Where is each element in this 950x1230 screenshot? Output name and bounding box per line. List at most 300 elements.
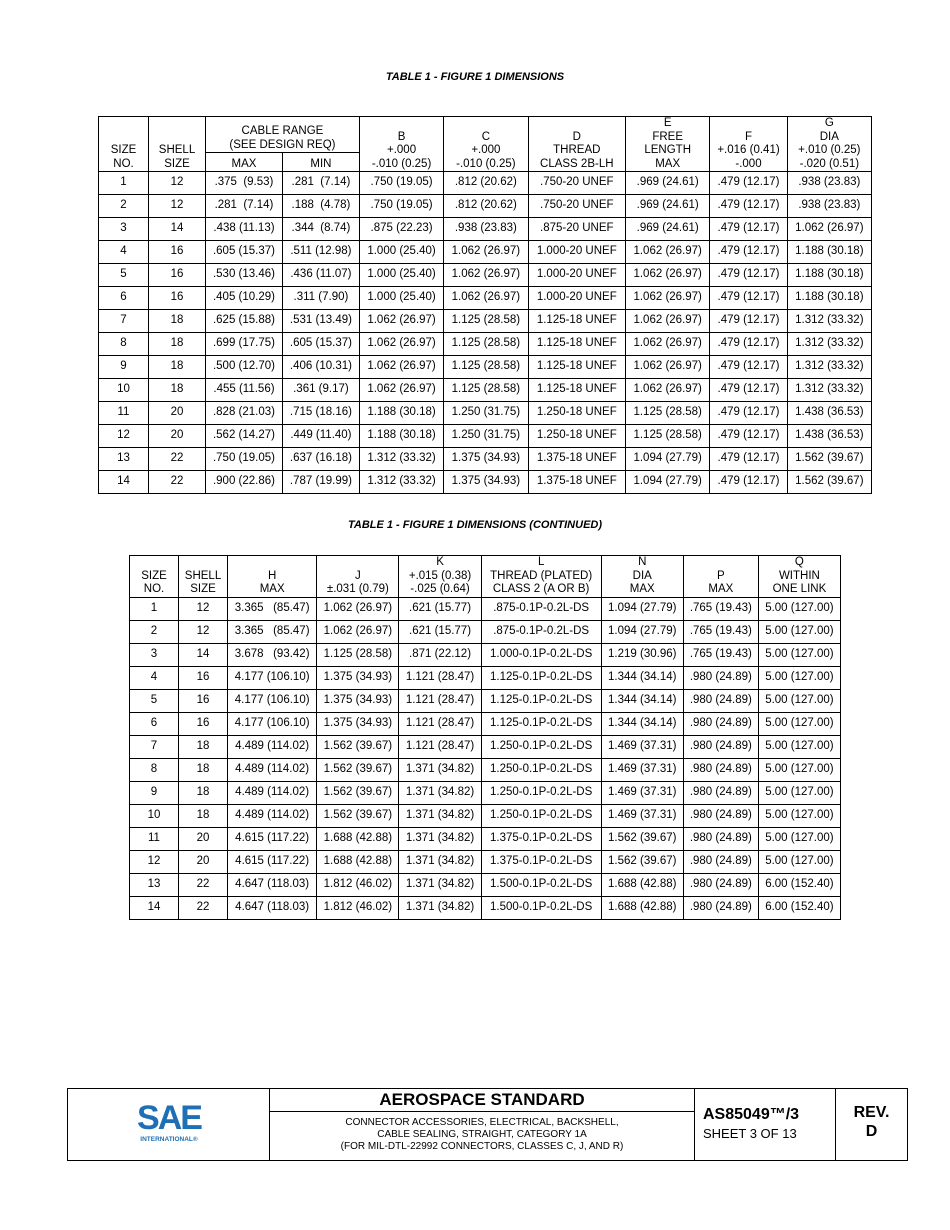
svg-text:SAE: SAE [137, 1099, 201, 1137]
table-cell: .479 (12.17) [710, 425, 787, 448]
table-cell: .479 (12.17) [710, 402, 787, 425]
table-cell: 3.678 (93.42) [228, 643, 317, 666]
table-cell: 5.00 (127.00) [758, 758, 840, 781]
table-cell: 5.00 (127.00) [758, 827, 840, 850]
table-cell: .479 (12.17) [710, 333, 787, 356]
table-cell: .871 (22.12) [399, 643, 481, 666]
table-cell: 1.688 (42.88) [317, 850, 399, 873]
table-cell: .479 (12.17) [710, 218, 787, 241]
table-cell: 5.00 (127.00) [758, 620, 840, 643]
table-cell: .455 (11.56) [206, 379, 283, 402]
table-cell: 20 [179, 827, 228, 850]
table-row [130, 689, 841, 712]
table-cell: .980 (24.89) [683, 781, 758, 804]
table-cell: .436 (11.07) [282, 264, 359, 287]
table-cell: 22 [149, 448, 206, 471]
table-cell: 1.562 (39.67) [601, 827, 683, 850]
table-cell: .281 (7.14) [282, 172, 359, 195]
table-cell: .479 (12.17) [710, 172, 787, 195]
col-size-no: SIZE NO. [99, 117, 149, 172]
table-cell: 8 [99, 333, 149, 356]
col-h: H MAX [228, 556, 317, 598]
table-cell: 1.469 (37.31) [601, 758, 683, 781]
table-cell: .531 (13.49) [282, 310, 359, 333]
table-cell: .621 (15.77) [399, 597, 481, 620]
table-cell: .605 (15.37) [206, 241, 283, 264]
table-cell: 5.00 (127.00) [758, 735, 840, 758]
col-b: B +.000 -.010 (0.25) [359, 117, 443, 172]
table-row [130, 735, 841, 758]
table-cell: 1.688 (42.88) [601, 896, 683, 919]
table-cell: .900 (22.86) [206, 471, 283, 494]
table-cell: 18 [179, 804, 228, 827]
table-cell: 5.00 (127.00) [758, 643, 840, 666]
table-cell: 1.562 (39.67) [787, 448, 871, 471]
table-row [99, 448, 872, 471]
table-cell: .605 (15.37) [282, 333, 359, 356]
sae-logo-icon [136, 1099, 202, 1145]
table-cell: 8 [130, 758, 179, 781]
table-cell: 5 [130, 689, 179, 712]
table-cell: .562 (14.27) [206, 425, 283, 448]
sheet-number: SHEET 3 OF 13 [703, 1126, 797, 1141]
table-cell: 1.094 (27.79) [626, 448, 710, 471]
table-cell: 1.562 (39.67) [317, 758, 399, 781]
table-cell: 1.125 (28.58) [444, 333, 528, 356]
table-cell: 1.125 (28.58) [444, 356, 528, 379]
table-row [130, 758, 841, 781]
table-cell: 1.125-18 UNEF [528, 356, 626, 379]
table-row [99, 333, 872, 356]
table-cell: 1.344 (34.14) [601, 689, 683, 712]
table-cell: 1.438 (36.53) [787, 402, 871, 425]
col-e: E FREE LENGTH MAX [626, 117, 710, 172]
dimensions-table-continued [129, 555, 841, 920]
table-cell: 1.250 (31.75) [444, 425, 528, 448]
table-cell: .980 (24.89) [683, 896, 758, 919]
table-cell: 1.438 (36.53) [787, 425, 871, 448]
table-cell: 1.250-0.1P-0.2L-DS [481, 804, 601, 827]
table-cell: .969 (24.61) [626, 172, 710, 195]
table-cell: 5.00 (127.00) [758, 850, 840, 873]
table-row [130, 781, 841, 804]
table-cell: 5.00 (127.00) [758, 712, 840, 735]
table-cell: 5.00 (127.00) [758, 597, 840, 620]
table-cell: 16 [179, 666, 228, 689]
table-cell: 1.094 (27.79) [601, 620, 683, 643]
table-cell: 5.00 (127.00) [758, 689, 840, 712]
table-cell: 6.00 (152.40) [758, 873, 840, 896]
table-cell: 1.125-18 UNEF [528, 333, 626, 356]
table-cell: 1.121 (28.47) [399, 712, 481, 735]
table-cell: 1.000-20 UNEF [528, 264, 626, 287]
table-cell: .938 (23.83) [787, 172, 871, 195]
table-cell: 1.062 (26.97) [359, 356, 443, 379]
table-cell: 4.177 (106.10) [228, 712, 317, 735]
standard-title: AEROSPACE STANDARD [270, 1089, 694, 1112]
table-row [130, 712, 841, 735]
table-cell: 16 [149, 241, 206, 264]
table-cell: .479 (12.17) [710, 379, 787, 402]
table-cell: .980 (24.89) [683, 758, 758, 781]
table-row [130, 873, 841, 896]
table-cell: 20 [149, 425, 206, 448]
col-size-no: SIZE NO. [130, 556, 179, 598]
table-row [130, 827, 841, 850]
table-cell: .980 (24.89) [683, 712, 758, 735]
table-cell: 1.312 (33.32) [787, 310, 871, 333]
table-cell: .980 (24.89) [683, 873, 758, 896]
table-cell: .980 (24.89) [683, 689, 758, 712]
table-cell: .980 (24.89) [683, 804, 758, 827]
table-cell: 1.250-18 UNEF [528, 402, 626, 425]
table-cell: .828 (21.03) [206, 402, 283, 425]
svg-text:INTERNATIONAL®: INTERNATIONAL® [140, 1136, 198, 1143]
table-cell: 12 [149, 172, 206, 195]
table-cell: .938 (23.83) [444, 218, 528, 241]
table-cell: 12 [130, 850, 179, 873]
table-cell: 1.500-0.1P-0.2L-DS [481, 873, 601, 896]
table-row [99, 218, 872, 241]
table-cell: .875-20 UNEF [528, 218, 626, 241]
table-cell: 1.371 (34.82) [399, 873, 481, 896]
table-row [99, 379, 872, 402]
table-cell: 11 [99, 402, 149, 425]
revision-block [836, 1089, 907, 1160]
table2-title: TABLE 1 - FIGURE 1 DIMENSIONS (CONTINUED) [347, 519, 603, 531]
table-cell: .699 (17.75) [206, 333, 283, 356]
table-row [99, 356, 872, 379]
table-cell: .361 (9.17) [282, 379, 359, 402]
table-cell: 1.375 (34.93) [444, 448, 528, 471]
table-cell: 1.312 (33.32) [787, 356, 871, 379]
table-cell: 6 [130, 712, 179, 735]
table-cell: .875 (22.23) [359, 218, 443, 241]
table-cell: 1.344 (34.14) [601, 712, 683, 735]
col-shell-size: SHELL SIZE [179, 556, 228, 598]
table-cell: 1.000-20 UNEF [528, 241, 626, 264]
table-cell: 12 [99, 425, 149, 448]
table-cell: .375 (9.53) [206, 172, 283, 195]
table-cell: 4.489 (114.02) [228, 804, 317, 827]
table-cell: 1.062 (26.97) [317, 620, 399, 643]
table-cell: 1.062 (26.97) [626, 333, 710, 356]
table-cell: 5.00 (127.00) [758, 781, 840, 804]
table-cell: 14 [149, 218, 206, 241]
table-cell: .625 (15.88) [206, 310, 283, 333]
table-cell: 10 [99, 379, 149, 402]
table-cell: 1.469 (37.31) [601, 735, 683, 758]
table-cell: 18 [179, 781, 228, 804]
table-row [130, 804, 841, 827]
table-cell: 4 [99, 241, 149, 264]
table-cell: 1.562 (39.67) [317, 781, 399, 804]
table-cell: 1.062 (26.97) [359, 333, 443, 356]
table-cell: 1.062 (26.97) [626, 310, 710, 333]
table-cell: 1.188 (30.18) [359, 402, 443, 425]
col-q: Q WITHIN ONE LINK [758, 556, 840, 598]
table-cell: .479 (12.17) [710, 287, 787, 310]
title-block [67, 1088, 908, 1161]
table-cell: 2 [99, 195, 149, 218]
table-cell: 1.312 (33.32) [359, 471, 443, 494]
table-cell: 1.250-0.1P-0.2L-DS [481, 758, 601, 781]
table-cell: 1.125-18 UNEF [528, 310, 626, 333]
table-cell: 4.615 (117.22) [228, 850, 317, 873]
table-cell: .530 (13.46) [206, 264, 283, 287]
table-cell: 3.365 (85.47) [228, 597, 317, 620]
table-cell: 1.125 (28.58) [444, 310, 528, 333]
table-cell: 1.062 (26.97) [626, 379, 710, 402]
table-cell: .875-0.1P-0.2L-DS [481, 620, 601, 643]
table-cell: .188 (4.78) [282, 195, 359, 218]
table-cell: 13 [99, 448, 149, 471]
dimensions-table [98, 116, 872, 494]
col-n: N DIA MAX [601, 556, 683, 598]
table-cell: .765 (19.43) [683, 620, 758, 643]
table-cell: 3.365 (85.47) [228, 620, 317, 643]
table-cell: 7 [99, 310, 149, 333]
table-cell: 4 [130, 666, 179, 689]
document-number-block [695, 1089, 836, 1160]
table-cell: 5.00 (127.00) [758, 804, 840, 827]
table-cell: 1.125 (28.58) [444, 379, 528, 402]
table-cell: .875-0.1P-0.2L-DS [481, 597, 601, 620]
table-cell: .980 (24.89) [683, 850, 758, 873]
table-cell: 1.094 (27.79) [601, 597, 683, 620]
table-cell: 1.371 (34.82) [399, 804, 481, 827]
table-cell: 4.647 (118.03) [228, 896, 317, 919]
table-cell: .449 (11.40) [282, 425, 359, 448]
table-cell: 5.00 (127.00) [758, 666, 840, 689]
table-cell: 1.500-0.1P-0.2L-DS [481, 896, 601, 919]
table-row [99, 425, 872, 448]
col-g: G DIA +.010 (0.25) -.020 (0.51) [787, 117, 871, 172]
table-cell: 20 [149, 402, 206, 425]
table-cell: 1.375-0.1P-0.2L-DS [481, 850, 601, 873]
table-cell: .311 (7.90) [282, 287, 359, 310]
table-cell: 3 [99, 218, 149, 241]
table-cell: 1.375 (34.93) [317, 712, 399, 735]
table-cell: .812 (20.62) [444, 172, 528, 195]
table-cell: 1.121 (28.47) [399, 735, 481, 758]
table-cell: .969 (24.61) [626, 195, 710, 218]
table-cell: .980 (24.89) [683, 735, 758, 758]
table-cell: 10 [130, 804, 179, 827]
table-cell: 1.000-20 UNEF [528, 287, 626, 310]
table-row [130, 666, 841, 689]
table-cell: .344 (8.74) [282, 218, 359, 241]
table-cell: .511 (12.98) [282, 241, 359, 264]
table-cell: .438 (11.13) [206, 218, 283, 241]
table-cell: 1.562 (39.67) [601, 850, 683, 873]
table-cell: 1.375 (34.93) [444, 471, 528, 494]
table-cell: 4.489 (114.02) [228, 781, 317, 804]
table-cell: .980 (24.89) [683, 827, 758, 850]
table-row [99, 471, 872, 494]
table-row [130, 597, 841, 620]
table-cell: .750-20 UNEF [528, 195, 626, 218]
table-cell: .621 (15.77) [399, 620, 481, 643]
table-cell: .715 (18.16) [282, 402, 359, 425]
col-j: J ±.031 (0.79) [317, 556, 399, 598]
table-cell: 12 [179, 597, 228, 620]
table-cell: 1.469 (37.31) [601, 804, 683, 827]
table-cell: 1.121 (28.47) [399, 666, 481, 689]
table-cell: .479 (12.17) [710, 310, 787, 333]
table-cell: .637 (16.18) [282, 448, 359, 471]
table-cell: 1.312 (33.32) [787, 379, 871, 402]
table-cell: .765 (19.43) [683, 643, 758, 666]
table-row [130, 620, 841, 643]
table-cell: 2 [130, 620, 179, 643]
table-cell: 1.188 (30.18) [787, 264, 871, 287]
table-cell: .479 (12.17) [710, 195, 787, 218]
table-cell: 6.00 (152.40) [758, 896, 840, 919]
table-cell: .812 (20.62) [444, 195, 528, 218]
table-cell: 1.562 (39.67) [787, 471, 871, 494]
col-cable-max: MAX [206, 153, 283, 172]
table-row [99, 310, 872, 333]
table-cell: .750 (19.05) [359, 172, 443, 195]
table-cell: 1.688 (42.88) [317, 827, 399, 850]
table-cell: 1.371 (34.82) [399, 850, 481, 873]
table-cell: 1.688 (42.88) [601, 873, 683, 896]
table-cell: 1.125 (28.58) [317, 643, 399, 666]
table-cell: 12 [179, 620, 228, 643]
col-l: L THREAD (PLATED) CLASS 2 (A OR B) [481, 556, 601, 598]
table-cell: 1.371 (34.82) [399, 758, 481, 781]
table-cell: 9 [99, 356, 149, 379]
table-cell: .479 (12.17) [710, 241, 787, 264]
table-cell: 1.250-18 UNEF [528, 425, 626, 448]
table-cell: 1.375-0.1P-0.2L-DS [481, 827, 601, 850]
document-number: AS85049™/3 [703, 1106, 800, 1123]
table-cell: 1.188 (30.18) [787, 241, 871, 264]
col-k: K +.015 (0.38) -.025 (0.64) [399, 556, 481, 598]
table-cell: .500 (12.70) [206, 356, 283, 379]
table-cell: 1 [130, 597, 179, 620]
table-row [99, 172, 872, 195]
table-row [99, 195, 872, 218]
table-cell: 16 [179, 689, 228, 712]
table-cell: 1.062 (26.97) [626, 287, 710, 310]
table-cell: 1.812 (46.02) [317, 896, 399, 919]
table-cell: 4.177 (106.10) [228, 666, 317, 689]
table-cell: 14 [130, 896, 179, 919]
table-cell: 18 [179, 758, 228, 781]
table-cell: 18 [149, 310, 206, 333]
table-cell: 1.371 (34.82) [399, 896, 481, 919]
table-row [130, 850, 841, 873]
table-cell: 1.000 (25.40) [359, 287, 443, 310]
standard-description: CONNECTOR ACCESSORIES, ELECTRICAL, BACKSHELL, CABLE SEALING, STRAIGHT, CATEGORY 1A (FOR MIL-DTL-22992 CONNECTORS, CLASSES C, J, AND R) [340, 1117, 624, 1152]
table-row [99, 287, 872, 310]
table-cell: 1.469 (37.31) [601, 781, 683, 804]
table-cell: .406 (10.31) [282, 356, 359, 379]
standard-title-block [270, 1089, 695, 1160]
table-cell: 4.489 (114.02) [228, 758, 317, 781]
table-cell: 1.250-0.1P-0.2L-DS [481, 781, 601, 804]
table-cell: .750 (19.05) [359, 195, 443, 218]
table-cell: 1.312 (33.32) [787, 333, 871, 356]
table-cell: 1.062 (26.97) [317, 597, 399, 620]
table-cell: 1.062 (26.97) [359, 379, 443, 402]
table-cell: 1.250 (31.75) [444, 402, 528, 425]
table-cell: 1.371 (34.82) [399, 781, 481, 804]
col-cable-min: MIN [282, 153, 359, 172]
col-f: F +.016 (0.41) -.000 [710, 117, 787, 172]
table-cell: 1.000 (25.40) [359, 264, 443, 287]
table-cell: 1.062 (26.97) [444, 287, 528, 310]
table-cell: .479 (12.17) [710, 448, 787, 471]
col-d: D THREAD CLASS 2B-LH [528, 117, 626, 172]
table-cell: 9 [130, 781, 179, 804]
table-cell: 1 [99, 172, 149, 195]
table-cell: .750-20 UNEF [528, 172, 626, 195]
table-cell: 1.000-0.1P-0.2L-DS [481, 643, 601, 666]
table-cell: 1.250-0.1P-0.2L-DS [481, 735, 601, 758]
table-cell: 1.375-18 UNEF [528, 448, 626, 471]
table-cell: .938 (23.83) [787, 195, 871, 218]
col-p: P MAX [683, 556, 758, 598]
table-row [99, 402, 872, 425]
table-cell: 1.125-0.1P-0.2L-DS [481, 712, 601, 735]
table-cell: 16 [149, 287, 206, 310]
table-cell: 1.062 (26.97) [626, 356, 710, 379]
table-cell: 6 [99, 287, 149, 310]
table-cell: .969 (24.61) [626, 218, 710, 241]
table-cell: 18 [149, 379, 206, 402]
table-cell: 4.615 (117.22) [228, 827, 317, 850]
table-cell: 1.375 (34.93) [317, 689, 399, 712]
table-cell: 1.188 (30.18) [787, 287, 871, 310]
col-c: C +.000 -.010 (0.25) [444, 117, 528, 172]
table-cell: 12 [149, 195, 206, 218]
table-cell: 1.371 (34.82) [399, 827, 481, 850]
table-cell: 18 [179, 735, 228, 758]
table-cell: 1.062 (26.97) [626, 264, 710, 287]
table-cell: .750 (19.05) [206, 448, 283, 471]
table-cell: 22 [149, 471, 206, 494]
table-cell: 1.812 (46.02) [317, 873, 399, 896]
table-cell: 13 [130, 873, 179, 896]
table-cell: 18 [149, 333, 206, 356]
table-cell: .479 (12.17) [710, 264, 787, 287]
table-cell: 1.188 (30.18) [359, 425, 443, 448]
table-cell: 1.125-0.1P-0.2L-DS [481, 689, 601, 712]
table-cell: 1.312 (33.32) [359, 448, 443, 471]
table-cell: 14 [179, 643, 228, 666]
revision-label: REV. [853, 1104, 890, 1121]
table-cell: 1.000 (25.40) [359, 241, 443, 264]
table-cell: 1.219 (30.96) [601, 643, 683, 666]
table-cell: 16 [179, 712, 228, 735]
table-cell: 1.125-0.1P-0.2L-DS [481, 666, 601, 689]
table-cell: 16 [149, 264, 206, 287]
table-cell: 22 [179, 896, 228, 919]
table-cell: 20 [179, 850, 228, 873]
table-cell: .405 (10.29) [206, 287, 283, 310]
table-cell: 22 [179, 873, 228, 896]
table-cell: 1.094 (27.79) [626, 471, 710, 494]
table-row [99, 241, 872, 264]
table-cell: .479 (12.17) [710, 471, 787, 494]
sae-logo [68, 1089, 270, 1160]
table-cell: 1.125-18 UNEF [528, 379, 626, 402]
table1-title: TABLE 1 - FIGURE 1 DIMENSIONS [385, 71, 565, 83]
table-cell: 1.121 (28.47) [399, 689, 481, 712]
